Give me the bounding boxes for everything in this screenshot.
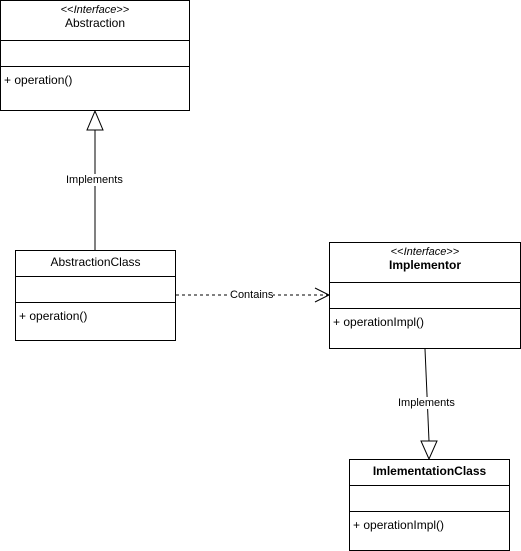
class-abstraction[interactable] — [0, 0, 190, 111]
attributes-compartment — [350, 486, 509, 512]
attributes-compartment — [1, 41, 189, 67]
operation-item: + operation() — [4, 73, 73, 87]
implements-label-implementor: Implements — [398, 397, 455, 409]
class-implementor[interactable] — [329, 242, 521, 349]
class-header — [350, 460, 509, 486]
realization-arrowhead-implementor — [421, 441, 437, 459]
operations-compartment — [16, 303, 175, 323]
operation-item: + operationImpl() — [333, 315, 425, 329]
realization-arrowhead-abstraction — [87, 111, 103, 130]
class-header — [330, 243, 520, 283]
stereotype-label: <<Interface>> — [60, 4, 130, 16]
class-header — [16, 251, 175, 277]
operations-compartment — [1, 67, 189, 87]
class-name: ImlementationClass — [372, 464, 487, 478]
attributes-compartment — [330, 283, 520, 309]
class-header — [1, 1, 189, 41]
operations-compartment — [330, 309, 520, 329]
attributes-compartment — [16, 277, 175, 303]
class-abstraction-class[interactable] — [15, 250, 176, 341]
class-name: AbstractionClass — [50, 255, 141, 269]
operations-compartment — [350, 512, 509, 532]
implements-line-implementor — [425, 349, 429, 441]
stereotype-label: <<Interface>> — [390, 246, 460, 258]
class-implementation-class[interactable] — [349, 459, 510, 551]
class-name: Implementor — [388, 258, 461, 272]
operation-item: + operation() — [19, 309, 88, 323]
operation-item: + operationImpl() — [353, 518, 445, 532]
implements-label-abstraction: Implements — [66, 174, 123, 186]
class-name: Abstraction — [64, 16, 126, 30]
contains-label: Contains — [230, 289, 274, 301]
